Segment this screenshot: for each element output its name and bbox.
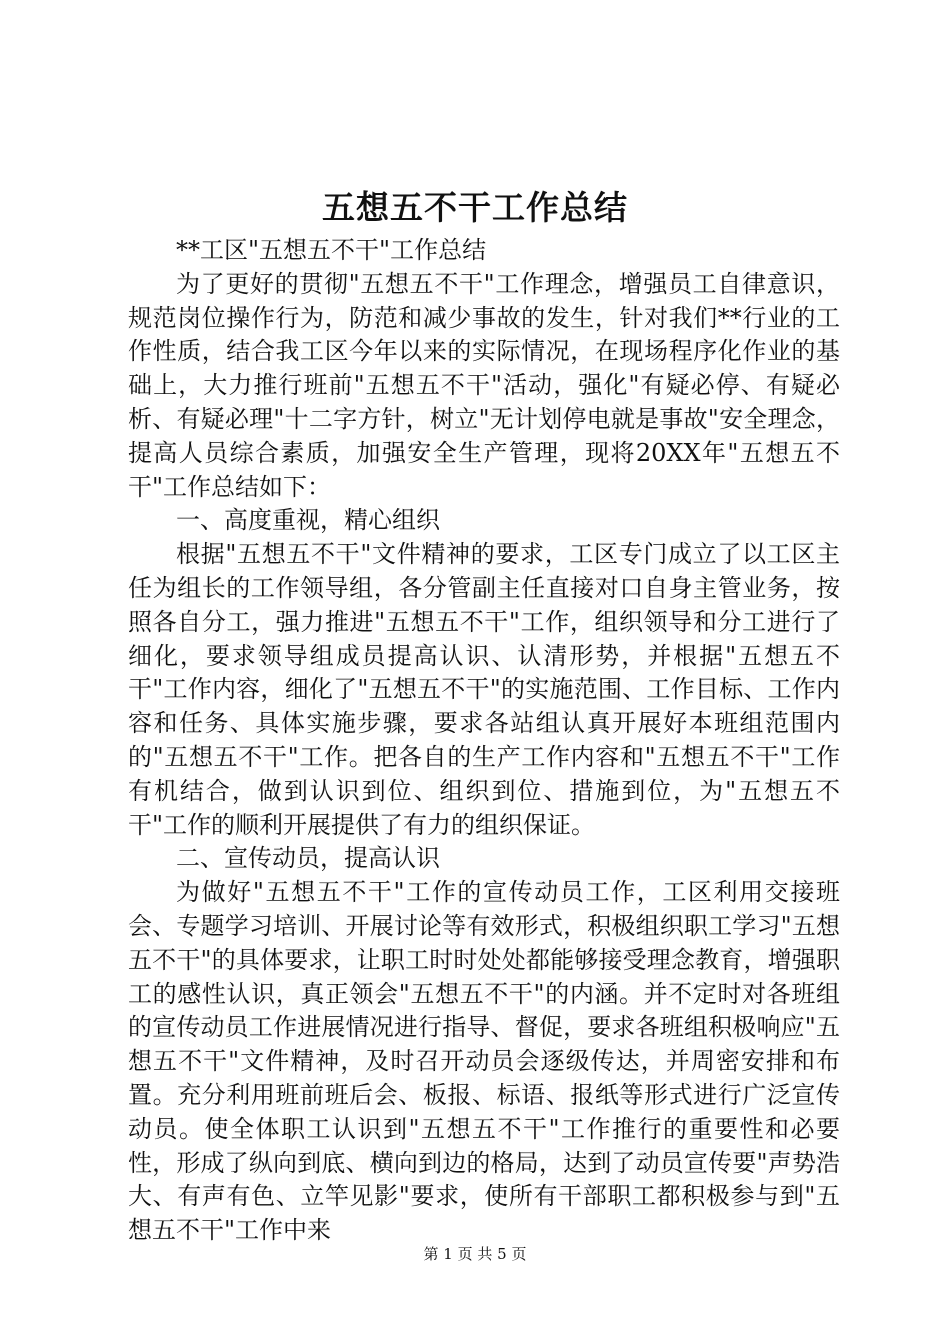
body-paragraph-1: 根据"五想五不干"文件精神的要求，工区专门成立了以工区主任为组长的工作领导组，各分管副主任直接对口自身主管业务，按照各自分工，强力推进"五想五不干"工作，组织领导和分工进行了细化，要求领导组成员提高认识、认清形势，并根据"五想五不干"工作内容，细化了"五想五不干"的实施范围、工作目标、工作内容和任务、具体实施步骤，要求各站组认真开展好本班组范围内的"五想五不干"工作。把各自的生产工作内容和"五想五不干"工作有机结合，做到认识到位、组织到位、措施到位，为"五想五不干"工作的顺利开展提供了有力的组织保证。 [128,540,840,839]
document-title: 五想五不干工作总结 [322,188,628,227]
section-heading-2: 二、宣传动员，提高认识 [176,844,440,873]
section-subtitle: **工区"五想五不干"工作总结 [176,236,487,264]
page-footer: 第 1 页 共 5 页 [423,1245,527,1263]
intro-paragraph: 为了更好的贯彻"五想五不干"工作理念，增强员工自律意识，规范岗位操作行为，防范和减少事故的发生，针对我们**行业的工作性质，结合我工区今年以来的实际情况，在现场程序化作业的基础上，大力推行班前"五想五不干"活动，强化"有疑必停、有疑必析、有疑必理"十二字方针，树立"无计划停电就是事故"安全理念，提高人员综合素质，加强安全生产管理，现将20XX年"五想五不干"工作总结如下： [128,269,840,501]
body-paragraph-2: 为做好"五想五不干"工作的宣传动员工作，工区利用交接班会、专题学习培训、开展讨论等有效形式，积极组织职工学习"五想五不干"的具体要求，让职工时时处处都能够接受理念教育，增强职工的感性认识，真正领会"五想五不干"的内涵。并不定时对各班组的宣传动员工作进展情况进行指导、督促，要求各班组积极响应"五想五不干"文件精神，及时召开动员会逐级传达，并周密安排和布置。充分利用班前班后会、板报、标语、报纸等形式进行广泛宣传动员。使全体职工认识到"五想五不干"工作推行的重要性和必要性，形成了纵向到底、横向到边的格局，达到了动员宣传要"声势浩大、有声有色、立竿见影"要求，使所有干部职工都积极参与到"五想五不干"工作中来 [128,878,840,1245]
document-body [128,234,840,1248]
section-heading-1: 一、高度重视，精心组织 [176,506,440,535]
